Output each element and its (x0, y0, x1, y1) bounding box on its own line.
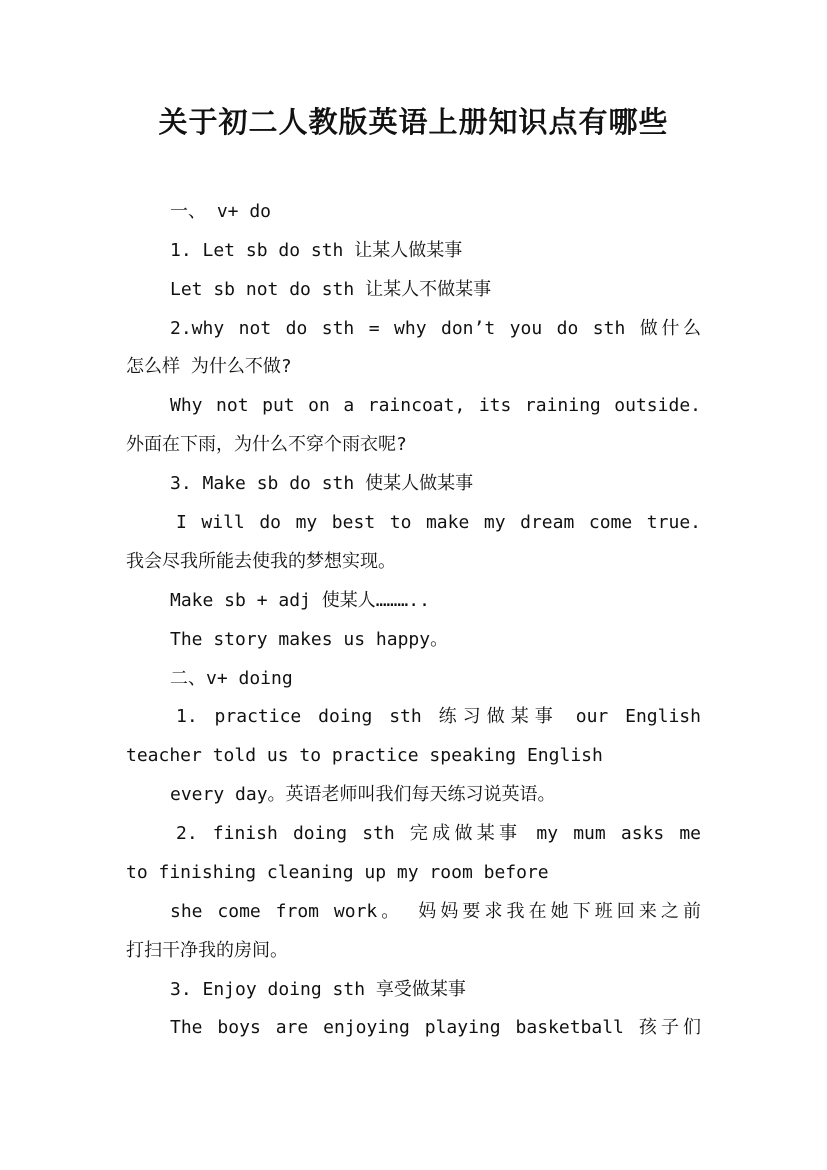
text-line: 外面在下雨，为什么不穿个雨衣呢? (126, 434, 407, 455)
text-line: I will do my best to make my dream come true. (176, 512, 701, 533)
text-line: teacher told us to practice speaking English (126, 745, 603, 766)
text-line: 3. Enjoy doing sth 享受做某事 (170, 979, 466, 1000)
section-heading-1: 一、 v+ do (170, 201, 272, 222)
text-line: 1. Let sb do sth 让某人做某事 (170, 240, 463, 261)
text-line: The boys are enjoying playing basketball 孩子们 (170, 1017, 701, 1038)
text-line: 2. finish doing sth 完成做某事 my mum asks me (176, 823, 701, 844)
text-line: every day。英语老师叫我们每天练习说英语。 (170, 784, 556, 805)
text-line: Make sb + adj 使某人……….. (170, 590, 430, 611)
section-heading-2: 二、v+ doing (170, 668, 293, 689)
text-line: The story makes us happy。 (170, 629, 449, 650)
text-line: 1. practice doing sth 练习做某事 our English (176, 706, 701, 727)
text-line: she come from work。 妈妈要求我在她下班回来之前 (170, 901, 701, 922)
text-line: to finishing cleaning up my room before (126, 862, 549, 883)
text-line: 3. Make sb do sth 使某人做某事 (170, 473, 474, 494)
text-line: Why not put on a raincoat, its raining outside. (170, 395, 701, 416)
text-line: 2.why not do sth = why don’t you do sth 做什么 (170, 318, 701, 339)
text-line: Let sb not do sth 让某人不做某事 (170, 279, 492, 300)
text-line: 打扫干净我的房间。 (126, 940, 288, 961)
text-line: 怎么样 为什么不做? (126, 356, 292, 377)
text-line: 我会尽我所能去使我的梦想实现。 (126, 551, 396, 572)
document-title: 关于初二人教版英语上册知识点有哪些 (158, 105, 669, 139)
